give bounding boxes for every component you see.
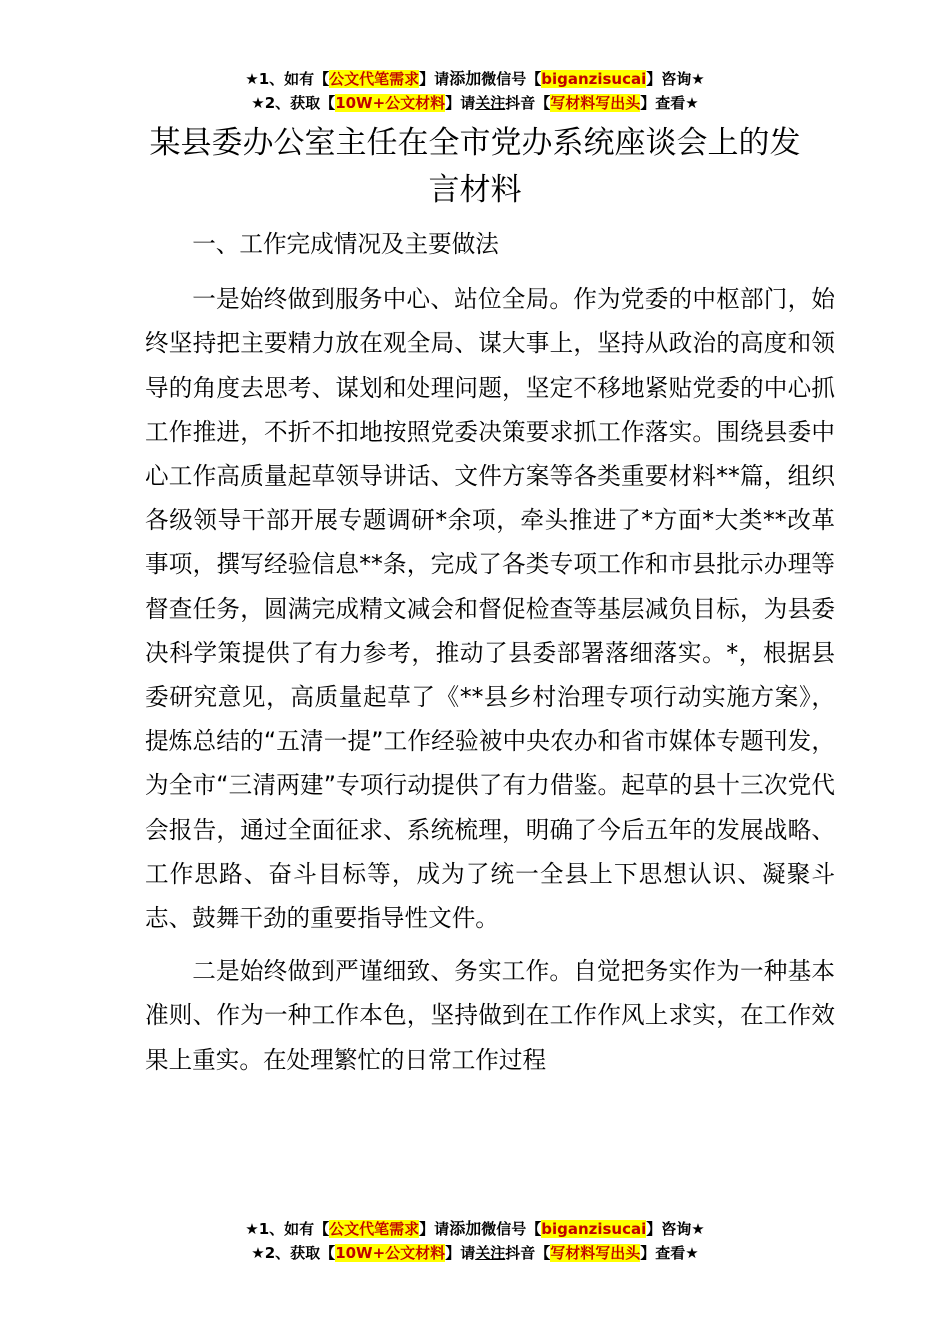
paragraph: 二是始终做到严谨细致、务实工作。自觉把务实作为一种基本准则、作为一种工作本色，坚持做到在工作作风上求实，在工作效果上重实。在处理繁忙的日常工作过程 xyxy=(145,957,835,1074)
ad-highlight-service: 公文代笔需求 xyxy=(329,1220,420,1238)
ad-line-2: ★2、获取【10W+公文材料】请关注抖音【写材料写出头】查看★ xyxy=(251,94,699,112)
ad-line-1: ★1、如有【公文代笔需求】请添加微信号【biganzisucai】咨询★ xyxy=(245,1219,705,1238)
ad-highlight-douyin: 写材料写出头 xyxy=(550,1244,641,1262)
ad-highlight-wechat: biganzisucai xyxy=(541,1220,647,1238)
ad-highlight-service: 公文代笔需求 xyxy=(329,70,420,88)
paragraph: 一是始终做到服务中心、站位全局。作为党委的中枢部门，始终坚持把主要精力放在观全局、谋大事上，坚持从政治的高度和领导的角度去思考、谋划和处理问题，坚定不移地紧贴党委的中心抓工作推进，不折不扣地按照党委决策要求抓工作落实。围绕县委中心工作高质量起草领导讲话、文件方案等各类重要材料**篇，组织各级领导干部开展专题调研*余项，牵头推进了*方面*大类**改革事项，撰写经验信息**条，完成了各类专项工作和市县批示办理等督查任务，圆满完成精文减会和督促检查等基层减负目标，为县委决科学策提供了有力参考，推动了县委部署落细落实。*，根据县委研究意见，高质量起草了《**县乡村治理专项行动实施方案》，提炼总结的“五清一提”工作经验被中央农办和省市媒体专题刊发，为全市“三清两建”专项行动提供了有力借鉴。起草的县十三次党代会报告，通过全面征求、系统梳理，明确了今后五年的发展战略、工作思路、奋斗目标等，成为了统一全县上下思想认识、凝聚斗志、鼓舞干劲的重要指导性文件。 xyxy=(145,285,835,933)
ad-highlight-wechat: biganzisucai xyxy=(541,70,647,88)
ad-highlight-douyin: 写材料写出头 xyxy=(550,94,641,112)
ad-highlight-materials: 10W+公文材料 xyxy=(335,1244,446,1262)
ad-banner-top xyxy=(0,67,950,115)
ad-line-1: ★1、如有【公文代笔需求】请添加微信号【biganzisucai】咨询★ xyxy=(245,69,705,88)
ad-highlight-materials: 10W+公文材料 xyxy=(335,94,446,112)
document-title: 某县委办公室主任在全市党办系统座谈会上的发言材料 xyxy=(149,125,801,208)
ad-line-2: ★2、获取【10W+公文材料】请关注抖音【写材料写出头】查看★ xyxy=(251,1244,699,1262)
document-body xyxy=(145,222,835,1082)
ad-banner-bottom xyxy=(0,1217,950,1265)
section-heading: 一、工作完成情况及主要做法 xyxy=(192,230,499,258)
